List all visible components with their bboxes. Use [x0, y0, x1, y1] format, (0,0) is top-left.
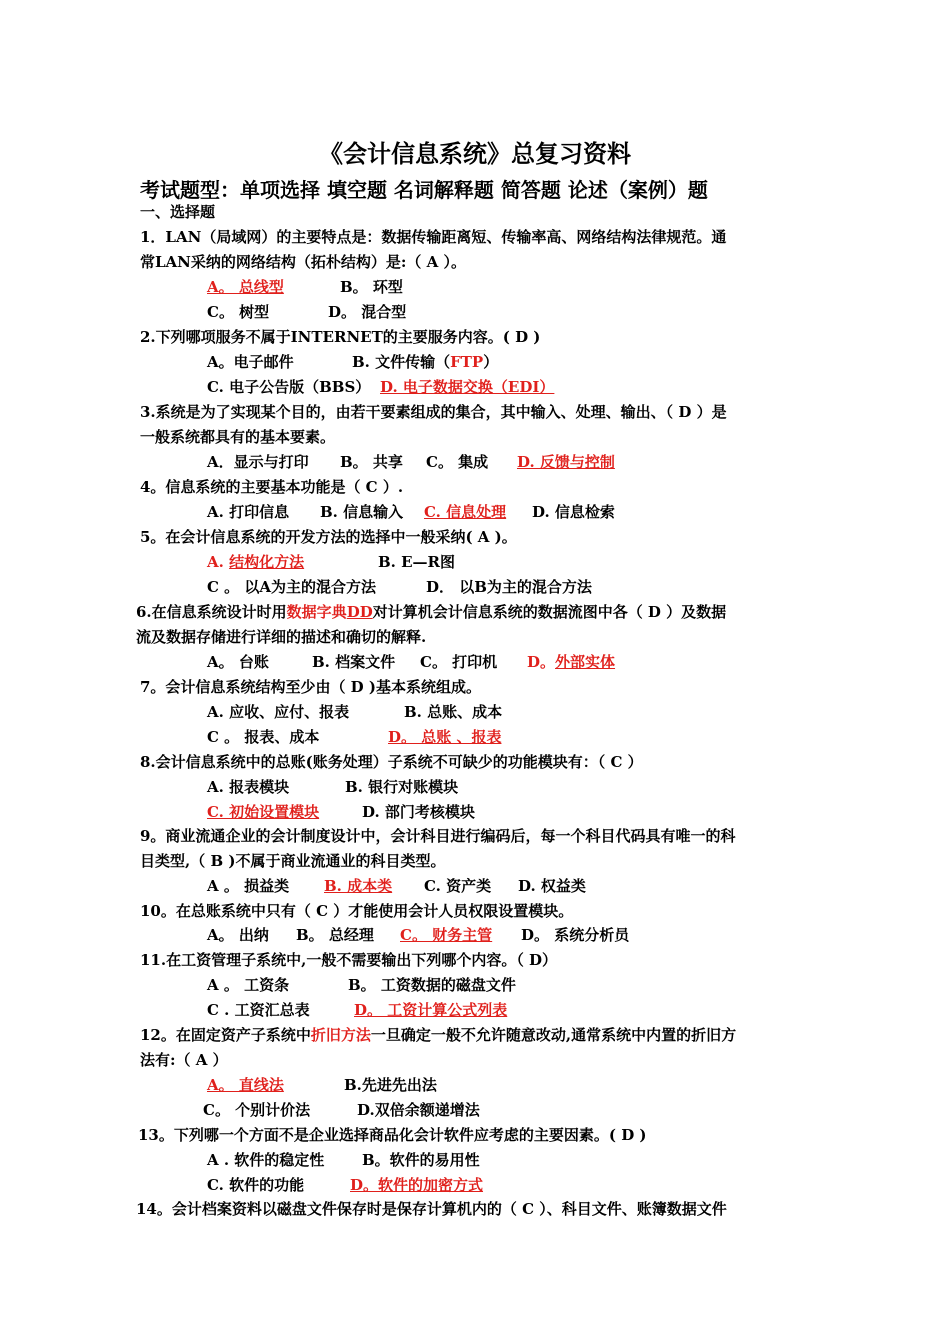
q9-option-b-answer: B. 成本类: [324, 877, 393, 895]
q4-option-b: B. 信息输入: [320, 503, 404, 521]
q1-option-b: B。 环型: [340, 278, 403, 296]
q3-option-a: A．显示与打印: [207, 453, 309, 471]
q2-option-b: B. 文件传输（FTP）: [352, 353, 499, 371]
question-6-line-2: 流及数据存储进行详细的描述和确切的解释.: [136, 628, 427, 646]
q1-option-c: C。 树型: [207, 303, 270, 321]
q5-option-b: B. E—R图: [378, 553, 456, 571]
question-9-line-2: 目类型,（ B )不属于商业流通业的科目类型。: [140, 852, 446, 870]
question-12-line-2: 法有:（ A ）: [140, 1051, 228, 1069]
q13-option-a: A . 软件的稳定性: [207, 1151, 325, 1169]
q7-option-c: C 。 报表、成本: [207, 728, 320, 746]
q5-option-d: D． 以B为主的混合方法: [426, 578, 592, 596]
q8-option-c-answer: C. 初始设置模块: [207, 803, 320, 821]
q10-option-c-answer: C。 财务主管: [400, 926, 493, 944]
q9-option-d: D. 权益类: [518, 877, 586, 895]
q10-option-b: B。 总经理: [296, 926, 374, 944]
q9-option-a: A 。 损益类: [207, 877, 290, 895]
q5-option-a-answer: A. 结构化方法: [207, 553, 305, 571]
q1-option-d: D。 混合型: [328, 303, 407, 321]
q11-option-a: A 。 工资条: [207, 976, 290, 994]
q4-option-c-answer: C. 信息处理: [424, 503, 507, 521]
question-8: 8.会计信息系统中的总账(账务处理）子系统不可缺少的功能模块有：（ C ）: [140, 753, 643, 771]
q3-option-d-answer: D. 反馈与控制: [517, 453, 615, 471]
q8-option-b: B. 银行对账模块: [345, 778, 459, 796]
question-1-line-1: 1．LAN（局域网）的主要特点是：数据传输距离短、传输率高、网络结构法律规范。通: [140, 228, 727, 246]
exam-types-subtitle: 考试题型：单项选择 填空题 名词解释题 简答题 论述（案例）题: [140, 178, 708, 202]
q12-option-c: C。 个别计价法: [203, 1101, 311, 1119]
q9-option-c: C. 资产类: [424, 877, 492, 895]
q13-option-d-answer: D。软件的加密方式: [350, 1176, 484, 1194]
q11-option-d-answer: D。 工资计算公式列表: [354, 1001, 508, 1019]
q10-option-a: A。 出纳: [207, 926, 269, 944]
q8-option-d: D. 部门考核模块: [362, 803, 475, 821]
q2-option-a: A。电子邮件: [207, 353, 294, 371]
q7-option-a: A. 应收、应付、报表: [207, 703, 350, 721]
q3-option-b: B。 共享: [340, 453, 403, 471]
q12-option-d: D.双倍余额递增法: [357, 1101, 480, 1119]
question-10: 10。在总账系统中只有（ C ）才能使用会计人员权限设置模块。: [140, 902, 574, 920]
question-6-line-1: 6.在信息系统设计时用数据字典DD对计算机会计信息系统的数据流图中各（ D ）及数据: [136, 603, 727, 621]
q2-option-d-answer: D. 电子数据交换（EDI）: [380, 378, 555, 396]
q12-option-b: B.先进先出法: [344, 1076, 437, 1094]
page-title: 《会计信息系统》总复习资料: [319, 139, 631, 168]
question-13: 13。下列哪一个方面不是企业选择商品化会计软件应考虑的主要因素。( D ): [138, 1126, 647, 1144]
q7-option-b: B. 总账、成本: [404, 703, 503, 721]
q8-option-a: A. 报表模块: [207, 778, 290, 796]
q4-option-d: D. 信息检索: [532, 503, 615, 521]
question-5: 5。在会计信息系统的开发方法的选择中一般采纳( A )。: [140, 528, 517, 546]
q2-option-c: C. 电子公告版（BBS）: [207, 378, 371, 396]
q11-option-c: C . 工资汇总表: [207, 1001, 310, 1019]
question-4: 4。信息系统的主要基本功能是（ C ）.: [140, 478, 404, 496]
q13-option-b: B。软件的易用性: [362, 1151, 480, 1169]
q4-option-a: A. 打印信息: [207, 503, 290, 521]
question-11: 11.在工资管理子系统中,一般不需要输出下列哪个内容。（ D）: [140, 951, 558, 969]
q3-option-c: C。 集成: [426, 453, 489, 471]
question-7: 7。会计信息系统结构至少由（ D )基本系统组成。: [140, 678, 481, 696]
q7-option-d-answer: D。 总账 、报表: [388, 728, 502, 746]
question-12-line-1: 12。在固定资产子系统中折旧方法一旦确定一般不允许随意改动,通常系统中内置的折旧方: [140, 1026, 737, 1044]
question-9-line-1: 9。商业流通企业的会计制度设计中，会计科目进行编码后，每一个科目代码具有唯一的科: [140, 827, 736, 845]
q5-option-c: C 。 以A为主的混合方法: [207, 578, 377, 596]
q13-option-c: C. 软件的功能: [207, 1176, 305, 1194]
q6-option-b: B. 档案文件: [312, 653, 396, 671]
q6-option-d-answer: D。外部实体: [527, 653, 616, 671]
q6-option-a: A。 台账: [207, 653, 269, 671]
question-14: 14。会计档案资料以磁盘文件保存时是保存计算机内的（ C ）、科目文件、账簿数据文件: [136, 1200, 727, 1218]
q10-option-d: D。 系统分析员: [521, 926, 630, 944]
q1-option-a-answer: A。 总线型: [207, 278, 284, 296]
q11-option-b: B。 工资数据的磁盘文件: [348, 976, 516, 994]
section-heading: 一、选择题: [140, 203, 216, 221]
question-3-line-1: 3.系统是为了实现某个目的，由若干要素组成的集合，其中输入、处理、输出、（ D ）是: [140, 403, 727, 421]
question-3-line-2: 一般系统都具有的基本要素。: [140, 428, 336, 446]
question-1-line-2: 常LAN采纳的网络结构（拓朴结构）是:（ A ）。: [140, 253, 467, 271]
question-2: 2.下列哪项服务不属于INTERNET的主要服务内容。( D ): [140, 328, 541, 346]
q12-option-a-answer: A。 直线法: [207, 1076, 284, 1094]
q6-option-c: C。 打印机: [420, 653, 498, 671]
